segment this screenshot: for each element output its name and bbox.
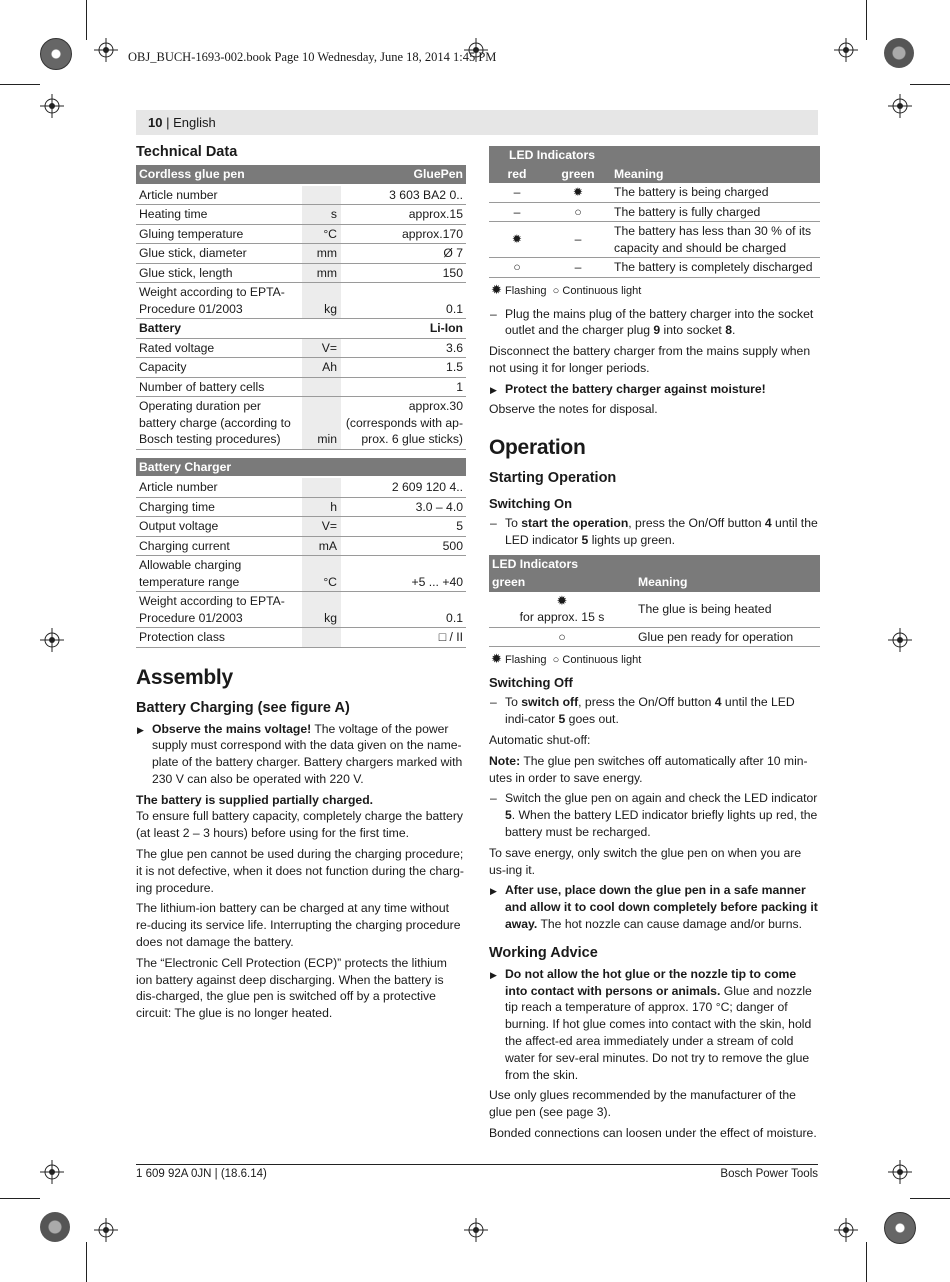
spec-unit: °C	[302, 556, 341, 592]
legend-flashing: Flashing	[504, 654, 547, 667]
spec-unit	[302, 628, 341, 648]
spec-value: 3.0 – 4.0	[341, 497, 466, 517]
on-d: lights up green.	[588, 533, 676, 548]
table-row	[136, 224, 466, 244]
legend-flashing: Flashing	[504, 284, 547, 297]
led-red-state: ✹	[489, 222, 545, 258]
table-row	[136, 263, 466, 283]
spec-value: 1	[341, 377, 466, 397]
spec-label: Article number	[136, 477, 302, 497]
led-legend	[491, 282, 820, 298]
off-bold: switch off	[521, 695, 579, 710]
led-green-state: –	[545, 222, 611, 258]
header-separator: |	[162, 115, 174, 130]
spec-value: +5 ... +40	[341, 556, 466, 592]
header-language: English	[173, 115, 216, 130]
printer-line: OBJ_BUCH-1693-002.book Page 10 Wednesday, June 18, 2014 1:45 PM	[128, 50, 497, 64]
use-only-text: Use only glues recommended by the manufacturer of the glue pen (see page 3).	[489, 1088, 796, 1120]
spec-label: Heating time	[136, 205, 302, 225]
footer-code: 1 609 92A 0JN | (18.6.14)	[136, 1168, 267, 1180]
glue-table-header-cell: Cordless glue pen	[136, 165, 302, 185]
spec-unit: mA	[302, 536, 341, 556]
assembly-title: Assembly	[136, 665, 233, 689]
table-row	[136, 397, 466, 450]
table-row	[136, 517, 466, 537]
table-row	[136, 283, 466, 319]
spec-unit: s	[302, 205, 341, 225]
spec-unit	[302, 477, 341, 497]
auto-shutoff-label: Automatic shut-off:	[489, 732, 591, 747]
spec-value: approx.170	[341, 224, 466, 244]
registration-mark	[40, 1212, 70, 1242]
table-row	[136, 497, 466, 517]
legend-continuous: Continuous light	[562, 284, 642, 297]
led-indicator-table-operation	[489, 555, 820, 648]
spec-unit: mm	[302, 244, 341, 264]
off-d: goes out.	[565, 712, 619, 727]
continuous-icon: ○	[552, 284, 560, 297]
spec-unit: V=	[302, 338, 341, 358]
crop-line	[0, 84, 40, 85]
spec-value: 500	[341, 536, 466, 556]
spec-value: 1.5	[341, 358, 466, 378]
ref-5: 5	[558, 712, 566, 727]
spec-value: 0.1	[341, 283, 466, 319]
spec-unit	[302, 377, 341, 397]
page-number: 10	[148, 115, 163, 130]
ref-9: 9	[653, 323, 661, 338]
switch-again-a: Switch the glue pen on again and check the LED indicator	[505, 791, 818, 806]
starting-operation-title: Starting Operation	[489, 470, 617, 487]
spec-value: 3 603 BA2 0..	[341, 185, 466, 205]
ref-4: 4	[714, 695, 722, 710]
led2-header: LED Indicators	[489, 555, 820, 574]
spec-value: Ø 7	[341, 244, 466, 264]
partial-charge-note	[136, 792, 466, 809]
right-column	[489, 146, 820, 1146]
crosshair-mark	[888, 628, 912, 652]
spec-unit: h	[302, 497, 341, 517]
crosshair-mark	[40, 628, 64, 652]
switching-off-title: Switching Off	[489, 675, 573, 691]
charger-table-header-cell	[341, 458, 466, 478]
spec-value: 150	[341, 263, 466, 283]
led-header: LED Indicators	[489, 146, 611, 165]
crosshair-mark	[94, 38, 118, 62]
charger-table-header-cell	[302, 458, 341, 478]
spec-unit: kg	[302, 592, 341, 628]
spec-unit	[302, 185, 341, 205]
led-meaning: The battery has less than 30 % of its capacity and should be charged	[611, 222, 820, 258]
note-bold: Note:	[489, 753, 521, 768]
crosshair-mark	[464, 1218, 488, 1242]
switching-on-title: Switching On	[489, 496, 573, 512]
plug-end: .	[732, 323, 736, 338]
hot-glue-warning	[489, 966, 820, 1084]
ref-8: 8	[725, 323, 732, 338]
led-red-header: red	[489, 165, 545, 184]
on-a: To	[505, 516, 522, 531]
spec-unit	[302, 319, 341, 339]
spec-unit: mm	[302, 263, 341, 283]
spec-label: Number of battery cells	[136, 377, 302, 397]
spec-value: □ / II	[341, 628, 466, 648]
flashing-icon: ✹	[491, 281, 502, 297]
ref-5: 5	[581, 533, 589, 548]
partial-charge-text: To ensure full battery capacity, completely charge the battery (at least 2 – 3 hours) before using for the first time.	[136, 809, 463, 841]
switch-on-text	[489, 515, 820, 549]
footer-brand: Bosch Power Tools	[720, 1168, 818, 1180]
ref-5: 5	[505, 808, 512, 823]
switch-again-text	[489, 790, 820, 840]
led2-green-header: green	[489, 573, 635, 592]
table-row	[136, 477, 466, 497]
partial-bold: The battery is supplied partially charged.	[136, 792, 374, 807]
crosshair-mark	[40, 1160, 64, 1184]
led-red-state: –	[489, 202, 545, 222]
led-legend-2	[491, 651, 820, 667]
continuous-icon: ○	[552, 654, 560, 667]
spec-label: Protection class	[136, 628, 302, 648]
table-row	[136, 358, 466, 378]
charger-table-header-row	[136, 458, 466, 478]
crosshair-mark	[94, 1218, 118, 1242]
table-row	[136, 185, 466, 205]
observe-bold: Observe the mains voltage!	[152, 721, 312, 736]
led-green-state: ✹	[545, 183, 611, 202]
spec-label: Glue stick, length	[136, 263, 302, 283]
moisture-warning	[489, 381, 820, 398]
table-row	[136, 377, 466, 397]
battery-charger-table	[136, 458, 466, 648]
lithium-ion-text: The lithium-ion battery can be charged at any time without re-ducing its service life. Interrupting the charging procedure does not damage the battery.	[136, 901, 461, 950]
led-meaning-header: Meaning	[611, 165, 820, 184]
spec-value: Li-Ion	[341, 319, 466, 339]
led2-ready-meaning: Glue pen ready for operation	[635, 627, 820, 647]
led2-ready-symbol: ○	[489, 627, 635, 647]
led-row	[489, 183, 820, 202]
after-use-bold: After use, place down the glue pen in a safe manner and allow it to cool down completely before packing it away.	[505, 883, 818, 931]
crosshair-mark	[888, 1160, 912, 1184]
spec-label: Gluing temperature	[136, 224, 302, 244]
plug-instruction	[489, 306, 820, 340]
led-row	[489, 202, 820, 222]
led-meaning: The battery is being charged	[611, 183, 820, 202]
spec-label: Article number	[136, 185, 302, 205]
spec-label: Charging current	[136, 536, 302, 556]
on-c: until the LED indicator	[505, 516, 818, 548]
spec-value: approx.30 (corresponds with ap-prox. 6 glue sticks)	[341, 397, 466, 450]
led2-heating-symbol	[489, 592, 635, 628]
battery-charging-title: Battery Charging (see figure A)	[136, 699, 350, 716]
on-b: , press the On/Off button	[628, 516, 765, 531]
spec-unit: min	[302, 397, 341, 450]
glue-table-header-cell	[302, 165, 341, 185]
led-green-header: green	[545, 165, 611, 184]
table-row	[136, 592, 466, 628]
crop-line	[86, 0, 87, 40]
glue-pen-table	[136, 165, 466, 450]
spec-label: Charging time	[136, 497, 302, 517]
table-row	[136, 556, 466, 592]
table-row	[136, 205, 466, 225]
spec-label: Weight according to EPTA-Procedure 01/2003	[136, 283, 302, 319]
working-advice-title: Working Advice	[489, 944, 598, 961]
table-row	[136, 338, 466, 358]
spec-value: 5	[341, 517, 466, 537]
disposal-text: Observe the notes for disposal.	[489, 402, 658, 417]
switch-off-text	[489, 694, 820, 728]
charger-table-header-cell: Battery Charger	[136, 458, 302, 478]
spec-label: Glue stick, diameter	[136, 244, 302, 264]
led2-meaning-header: Meaning	[635, 573, 820, 592]
plug-text: Plug the mains plug of the battery charger into the socket outlet and the charger plug	[505, 306, 814, 338]
spec-label: Battery	[136, 319, 302, 339]
after-use-text: The hot nozzle can cause damage and/or burns.	[537, 916, 802, 931]
page-header	[136, 110, 818, 135]
spec-unit: Ah	[302, 358, 341, 378]
spec-unit: V=	[302, 517, 341, 537]
spec-label: Operating duration per battery charge (according to Bosch testing procedures)	[136, 397, 302, 450]
led-green-state: ○	[545, 202, 611, 222]
cannot-use-text: The glue pen cannot be used during the charging procedure; it is not defective, when it does not function during the charg-ing procedure.	[136, 847, 464, 895]
registration-mark	[884, 38, 914, 68]
save-energy-text: To save energy, only switch the glue pen on when you are us-ing it.	[489, 845, 802, 877]
table-row	[136, 536, 466, 556]
led-red-state: ○	[489, 258, 545, 278]
led-row	[489, 258, 820, 278]
crop-line	[910, 1198, 950, 1199]
table-row	[136, 319, 466, 339]
spec-value: 3.6	[341, 338, 466, 358]
on-bold: start the operation	[521, 516, 629, 531]
crosshair-mark	[888, 94, 912, 118]
off-c: until the LED indi-cator	[505, 695, 795, 727]
led-meaning: The battery is completely discharged	[611, 258, 820, 278]
auto-shutoff-note	[489, 753, 820, 787]
crop-line	[866, 1242, 867, 1282]
led2-duration: for approx. 15 s	[519, 610, 605, 625]
legend-continuous: Continuous light	[562, 654, 642, 667]
plug-text-b: into socket	[660, 323, 726, 338]
spec-label: Rated voltage	[136, 338, 302, 358]
crop-line	[866, 0, 867, 40]
spec-label: Capacity	[136, 358, 302, 378]
bonded-text: Bonded connections can loosen under the effect of moisture.	[489, 1125, 817, 1140]
left-column	[136, 138, 466, 1026]
hot-glue-bold: Do not allow the hot glue or the nozzle tip to come into contact with persons or animals.	[505, 966, 797, 998]
ecp-text: The “Electronic Cell Protection (ECP)” protects the lithium ion battery against deep discharging. When the battery is dis-charged, the glue pen is switched off by a protective circuit: The glue is no longer heated.	[136, 955, 447, 1021]
spec-unit: °C	[302, 224, 341, 244]
technical-data-title: Technical Data	[136, 144, 238, 160]
led-indicator-table-charger	[489, 146, 820, 278]
crosshair-mark	[834, 38, 858, 62]
crosshair-mark	[834, 1218, 858, 1242]
crosshair-mark	[40, 94, 64, 118]
flashing-icon: ✹	[556, 592, 568, 608]
spec-value: 0.1	[341, 592, 466, 628]
off-b: , press the On/Off button	[578, 695, 715, 710]
hot-glue-text: Glue and nozzle tip reach a temperature of approx. 170 °C; danger of burning. If hot glue comes into contact with the skin, hold the affect-ed area immediately under a stream of cold water for sev-eral minutes. Do not try to remove the glue from the skin.	[505, 983, 812, 1082]
registration-mark	[40, 38, 72, 70]
crop-line	[86, 1242, 87, 1282]
crop-line	[910, 84, 950, 85]
spec-unit: kg	[302, 283, 341, 319]
note-text: The glue pen switches off automatically after 10 min-utes in order to save energy.	[489, 753, 808, 785]
operation-title: Operation	[489, 436, 586, 460]
ref-4: 4	[764, 516, 772, 531]
crop-line	[0, 1198, 40, 1199]
glue-table-header-row	[136, 165, 466, 185]
table-row	[136, 628, 466, 648]
spec-value: 2 609 120 4..	[341, 477, 466, 497]
switch-again-b: . When the battery LED indicator briefly lights up red, the battery must be recharged.	[505, 808, 818, 839]
table-row	[136, 244, 466, 264]
flashing-icon: ✹	[491, 651, 502, 667]
after-use-warning	[489, 882, 820, 932]
spec-label: Allowable charging temperature range	[136, 556, 302, 592]
led-row	[489, 222, 820, 258]
led-red-state: –	[489, 183, 545, 202]
led2-heating-meaning: The glue is being heated	[635, 592, 820, 628]
registration-mark	[884, 1212, 916, 1244]
led-green-state: –	[545, 258, 611, 278]
observe-mains-note	[136, 721, 466, 788]
page-footer	[136, 1164, 818, 1180]
moisture-bold: Protect the battery charger against moisture!	[505, 381, 766, 396]
off-a: To	[505, 695, 522, 710]
disconnect-text: Disconnect the battery charger from the mains supply when not using it for longer periods.	[489, 344, 811, 375]
spec-label: Output voltage	[136, 517, 302, 537]
led-meaning: The battery is fully charged	[611, 202, 820, 222]
glue-table-header-cell: GluePen	[341, 165, 466, 185]
observe-text: The voltage of the power supply must correspond with the data given on the name-plate of the battery charger. Battery chargers marked with 230 V can also be operated with 220 V.	[152, 721, 463, 786]
spec-label: Weight according to EPTA-Procedure 01/2003	[136, 592, 302, 628]
spec-value: approx.15	[341, 205, 466, 225]
